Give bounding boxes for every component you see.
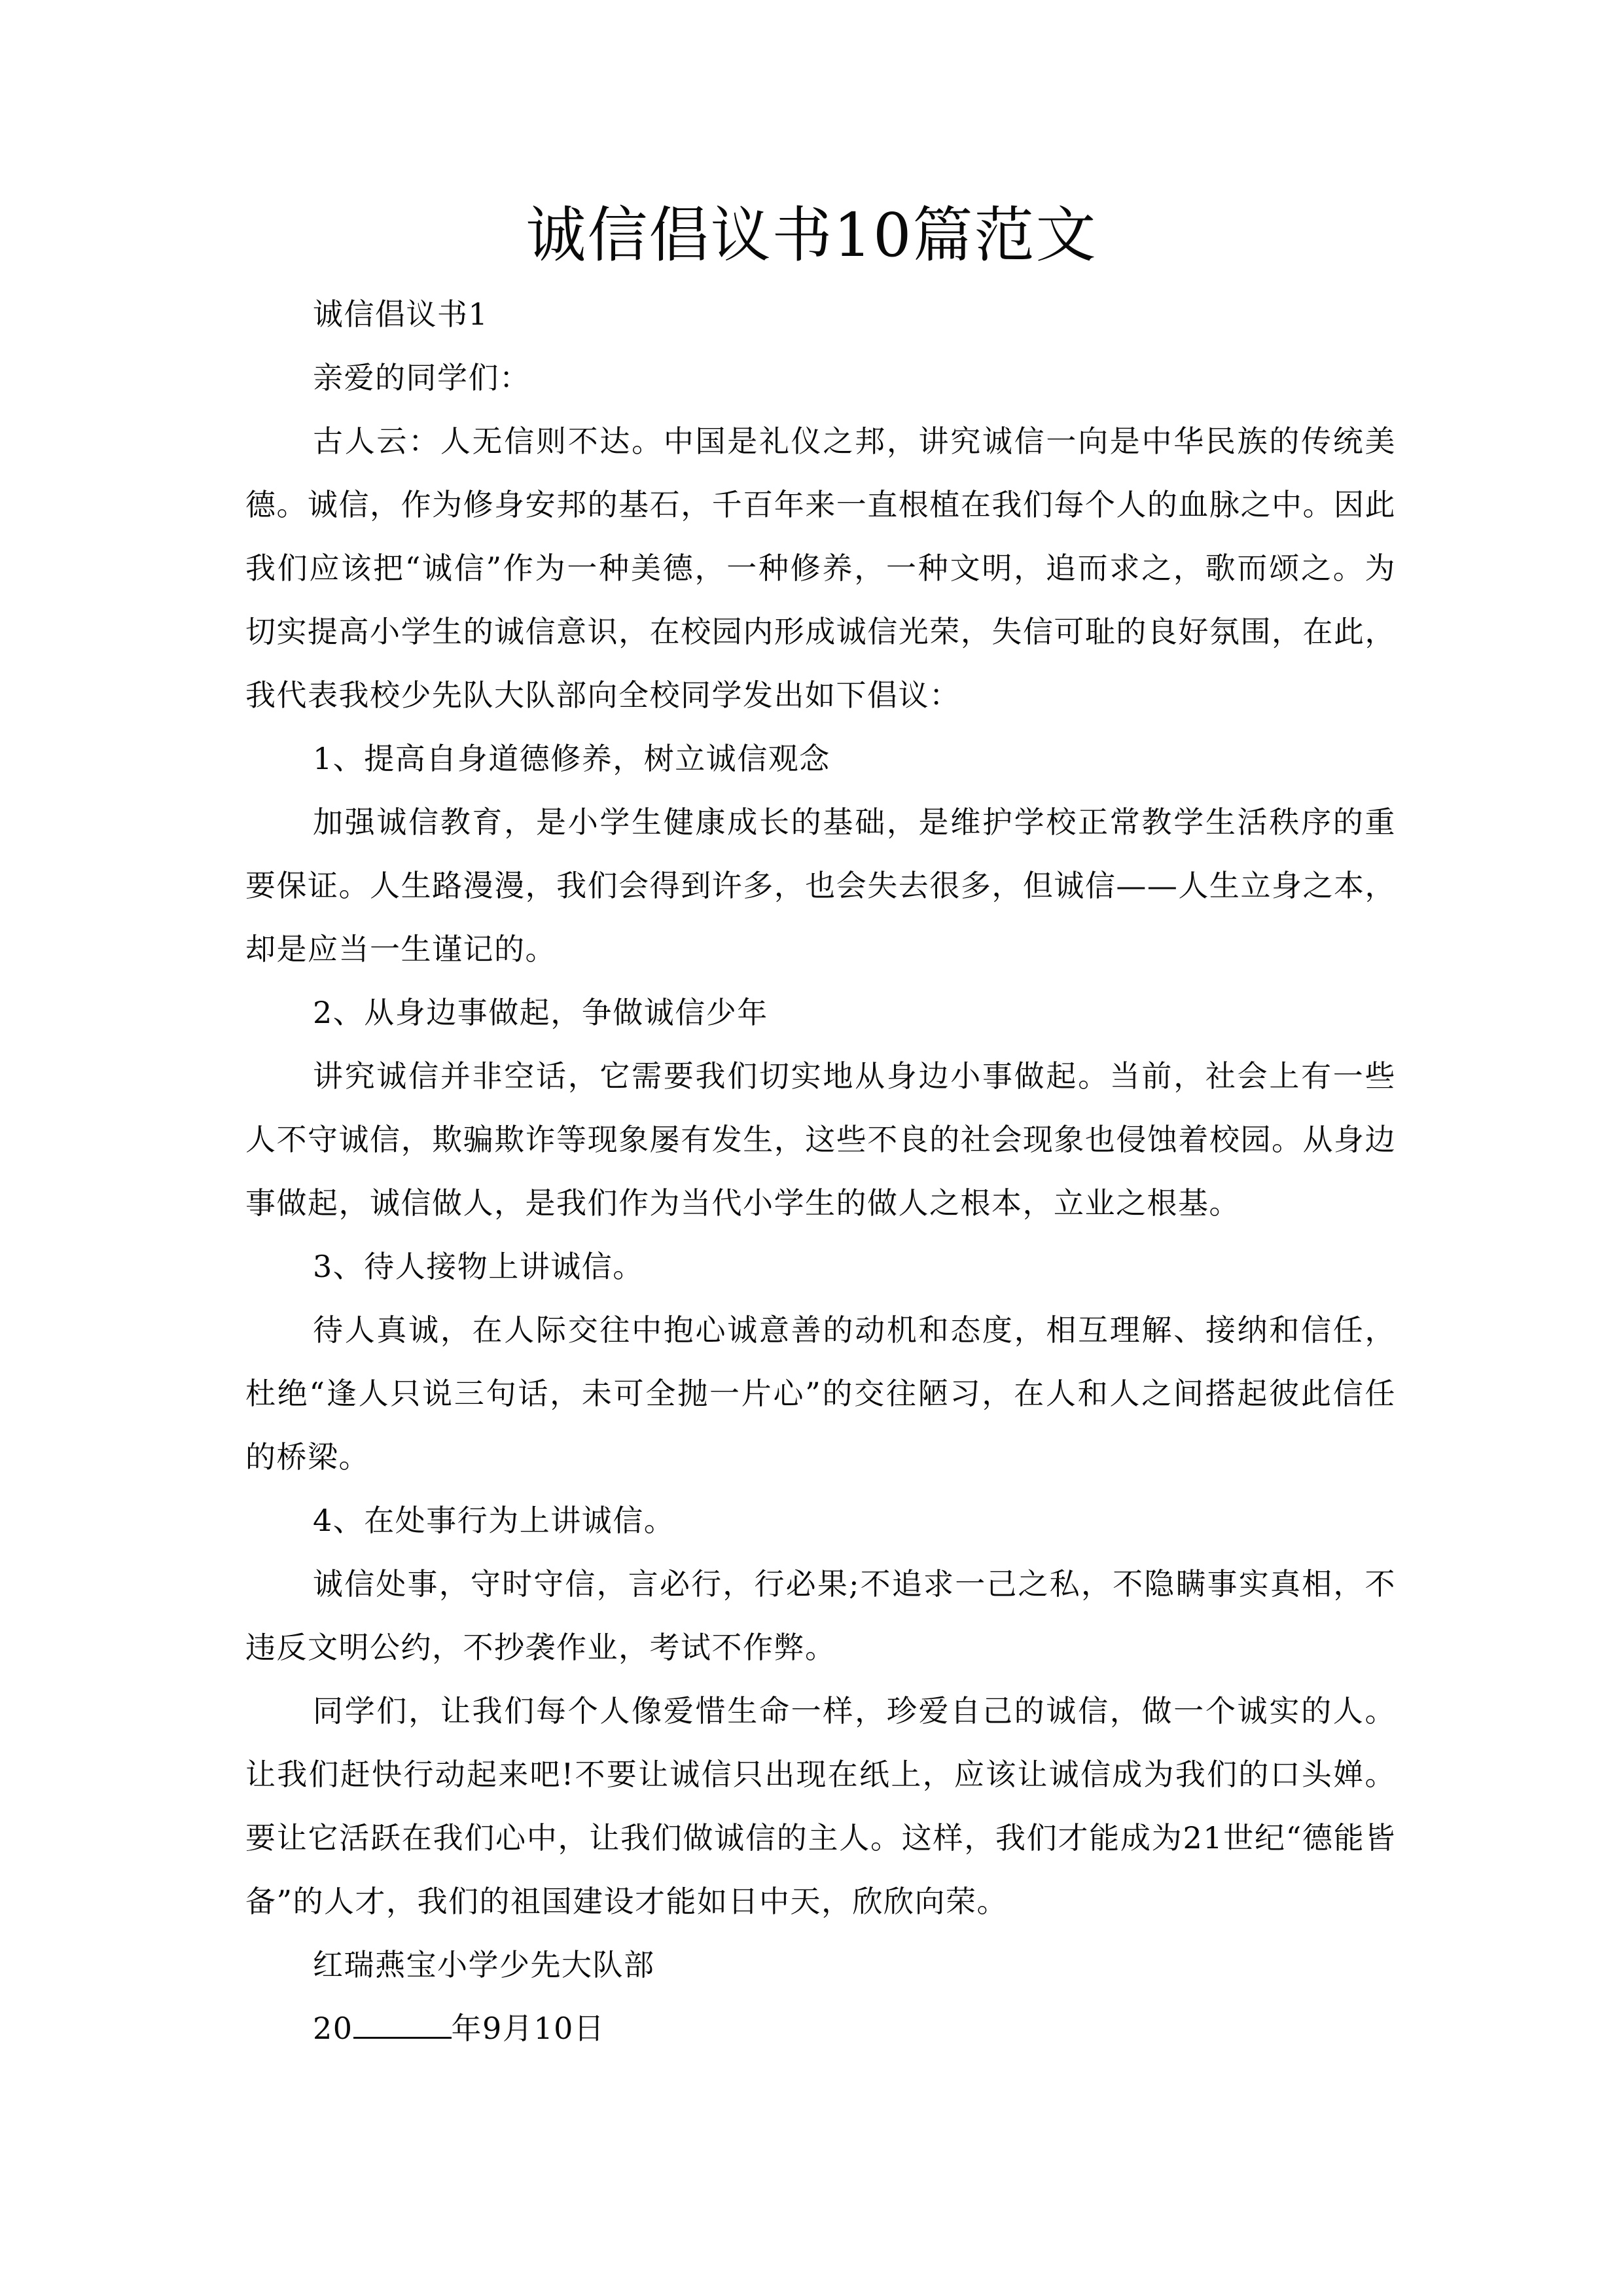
date-prefix: 20 — [313, 2011, 353, 2046]
paragraph-intro: 古人云：人无信则不达。中国是礼仪之邦，讲究诚信一向是中华民族的传统美德。诚信，作为修身安邦的基石，千百年来一直根植在我们每个人的血脉之中。因此我们应该把“诚信”作为一种美德，一种修养，一种文明，追而求之，歌而颂之。为切实提高小学生的诚信意识，在校园内形成诚信光荣，失信可耻的良好氛围，在此，我代表我校少先队大队部向全校同学发出如下倡议： — [245, 423, 1396, 713]
salutation: 亲爱的同学们： — [313, 360, 531, 395]
paragraph-section-3: 待人真诚，在人际交往中抱心诚意善的动机和态度，相互理解、接纳和信任，杜绝“逢人只说三句话，未可全抛一片心”的交往陋习，在人和人之间搭起彼此信任的桥梁。 — [245, 1312, 1396, 1475]
paragraph-section-4: 诚信处事，守时守信，言必行，行必果;不追求一己之私，不隐瞒事实真相，不违反文明公约，不抄袭作业，考试不作弊。 — [245, 1566, 1396, 1665]
paragraph-section-1: 加强诚信教育，是小学生健康成长的基础，是维护学校正常教学生活秩序的重要保证。人生路漫漫，我们会得到许多，也会失去很多，但诚信——人生立身之本，却是应当一生谨记的。 — [245, 804, 1396, 967]
document-body — [245, 283, 1396, 2060]
date-suffix: 年9月10日 — [451, 2011, 605, 2046]
section-heading-3: 3、待人接物上讲诚信。 — [313, 1249, 644, 1284]
section-heading-1: 1、提高自身道德修养，树立诚信观念 — [313, 741, 830, 776]
paragraph-closing: 同学们，让我们每个人像爱惜生命一样，珍爱自己的诚信，做一个诚实的人。让我们赶快行动起来吧!不要让诚信只出现在纸上，应该让诚信成为我们的口头婵。要让它活跃在我们心中，让我们做诚信的主人。这样，我们才能成为21世纪“德能皆备”的人才，我们的祖国建设才能如日中天，欣欣向荣。 — [245, 1693, 1396, 1919]
year-blank — [353, 2011, 452, 2039]
document-title: 诚信倡议书10篇范文 — [526, 200, 1097, 270]
date-line — [245, 1997, 1396, 2060]
signature: 红瑞燕宝小学少先大队部 — [313, 1947, 655, 1982]
paragraph-section-2: 讲究诚信并非空话，它需要我们切实地从身边小事做起。当前，社会上有一些人不守诚信，欺骗欺诈等现象屡有发生，这些不良的社会现象也侵蚀着校园。从身边事做起，诚信做人，是我们作为当代小学生的做人之根本，立业之根基。 — [245, 1058, 1396, 1221]
section-heading-2: 2、从身边事做起，争做诚信少年 — [313, 995, 768, 1030]
letter-subtitle: 诚信倡议书1 — [313, 296, 489, 332]
section-heading-4: 4、在处事行为上讲诚信。 — [313, 1503, 675, 1538]
